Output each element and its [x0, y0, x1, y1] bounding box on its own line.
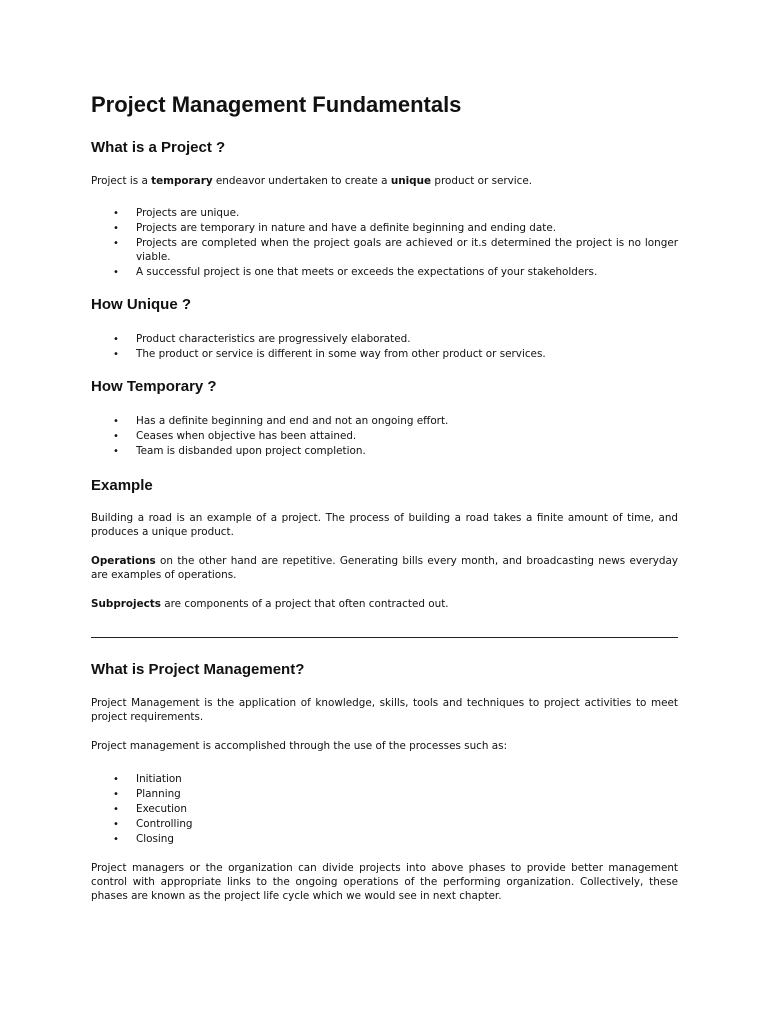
list-item	[91, 415, 678, 429]
list-item	[91, 348, 678, 362]
list-item-text: Planning	[136, 787, 181, 800]
intro-bold-temporary: temporary	[151, 175, 213, 187]
bullet-icon: •	[113, 803, 119, 815]
bullet-icon: •	[113, 788, 119, 800]
unique-bullet-list	[91, 333, 678, 363]
bullet-icon: •	[113, 430, 119, 442]
bullet-icon: •	[113, 334, 119, 345]
process-bullet-list	[91, 773, 678, 848]
list-item-text: Initiation	[136, 773, 182, 785]
subprojects-paragraph	[91, 598, 678, 612]
list-item	[91, 803, 678, 817]
subprojects-text: are components of a project that often contracted out.	[160, 598, 449, 610]
list-item	[91, 430, 678, 444]
operations-bold: Operations	[91, 555, 156, 567]
bullet-icon: •	[113, 774, 119, 785]
intro-text-1: Project is a	[91, 175, 152, 187]
intro-text-2: endeavor undertaken to create a	[212, 175, 391, 187]
operations-text: on the other hand are repetitive. Generating bills every month, and broadcasting news everyday are examples of operations.	[91, 555, 678, 581]
heading-what-is-a-project: What is a Project ?	[91, 139, 226, 156]
intro-bold-unique: unique	[390, 175, 432, 187]
list-item-text: Team is disbanded upon project completion.	[136, 444, 366, 457]
heading-what-is-project-management: What is Project Management?	[91, 661, 305, 678]
list-item-text: Projects are completed when the project goals are achieved or it.s determined the project is no longer viable.	[136, 236, 678, 263]
list-item-text: Controlling	[136, 817, 193, 830]
pm-processes-paragraph: Project management is accomplished through the use of the processes such as:	[91, 740, 508, 752]
list-item	[91, 818, 678, 832]
list-item	[91, 445, 678, 459]
bullet-icon: •	[113, 266, 119, 278]
project-bullet-list	[91, 207, 678, 281]
heading-how-unique: How Unique ?	[91, 296, 191, 313]
heading-example: Example	[91, 477, 153, 494]
list-item-text: Projects are unique.	[136, 207, 240, 219]
list-item	[91, 788, 678, 802]
bullet-icon: •	[113, 833, 119, 845]
heading-how-temporary: How Temporary ?	[91, 378, 217, 395]
list-item	[91, 333, 678, 347]
bullet-icon: •	[113, 222, 119, 234]
subprojects-bold: Subprojects	[91, 598, 161, 610]
list-item	[91, 222, 678, 236]
horizontal-divider	[91, 637, 678, 638]
bullet-icon: •	[113, 416, 119, 427]
bullet-icon: •	[113, 348, 119, 360]
temporary-bullet-list	[91, 415, 678, 460]
list-item	[91, 237, 678, 265]
bullet-icon: •	[113, 208, 119, 219]
list-item	[91, 266, 678, 280]
document-title: Project Management Fundamentals	[91, 92, 462, 117]
example-paragraph: Building a road is an example of a project. The process of building a road takes a finite amount of time, and produces a unique product.	[91, 512, 678, 538]
bullet-icon: •	[113, 818, 119, 830]
operations-paragraph	[91, 555, 678, 583]
list-item-text: Ceases when objective has been attained.	[136, 429, 357, 442]
list-item	[91, 207, 678, 221]
list-item-text: Closing	[136, 832, 174, 845]
bullet-icon: •	[113, 445, 119, 457]
list-item	[91, 833, 678, 847]
project-definition-paragraph	[91, 175, 678, 189]
list-item	[91, 773, 678, 787]
list-item-text: Has a definite beginning and end and not an ongoing effort.	[136, 415, 449, 427]
list-item-text: Product characteristics are progressively elaborated.	[136, 333, 411, 345]
bullet-icon: •	[113, 237, 119, 249]
list-item-text: Execution	[136, 802, 187, 815]
intro-text-3: product or service.	[431, 175, 533, 187]
list-item-text: The product or service is different in some way from other product or services.	[136, 347, 546, 360]
pm-phases-paragraph: Project managers or the organization can divide projects into above phases to provide better management control with appropriate links to the ongoing operations of the performing organization. Collectively, these phases are known as the project life cycle which we would see in next chapter.	[91, 862, 678, 902]
list-item-text: A successful project is one that meets or exceeds the expectations of your stakeholders.	[136, 265, 598, 278]
pm-definition-paragraph: Project Management is the application of knowledge, skills, tools and techniques to project activities to meet project requirements.	[91, 697, 678, 723]
list-item-text: Projects are temporary in nature and have a definite beginning and ending date.	[136, 221, 557, 234]
